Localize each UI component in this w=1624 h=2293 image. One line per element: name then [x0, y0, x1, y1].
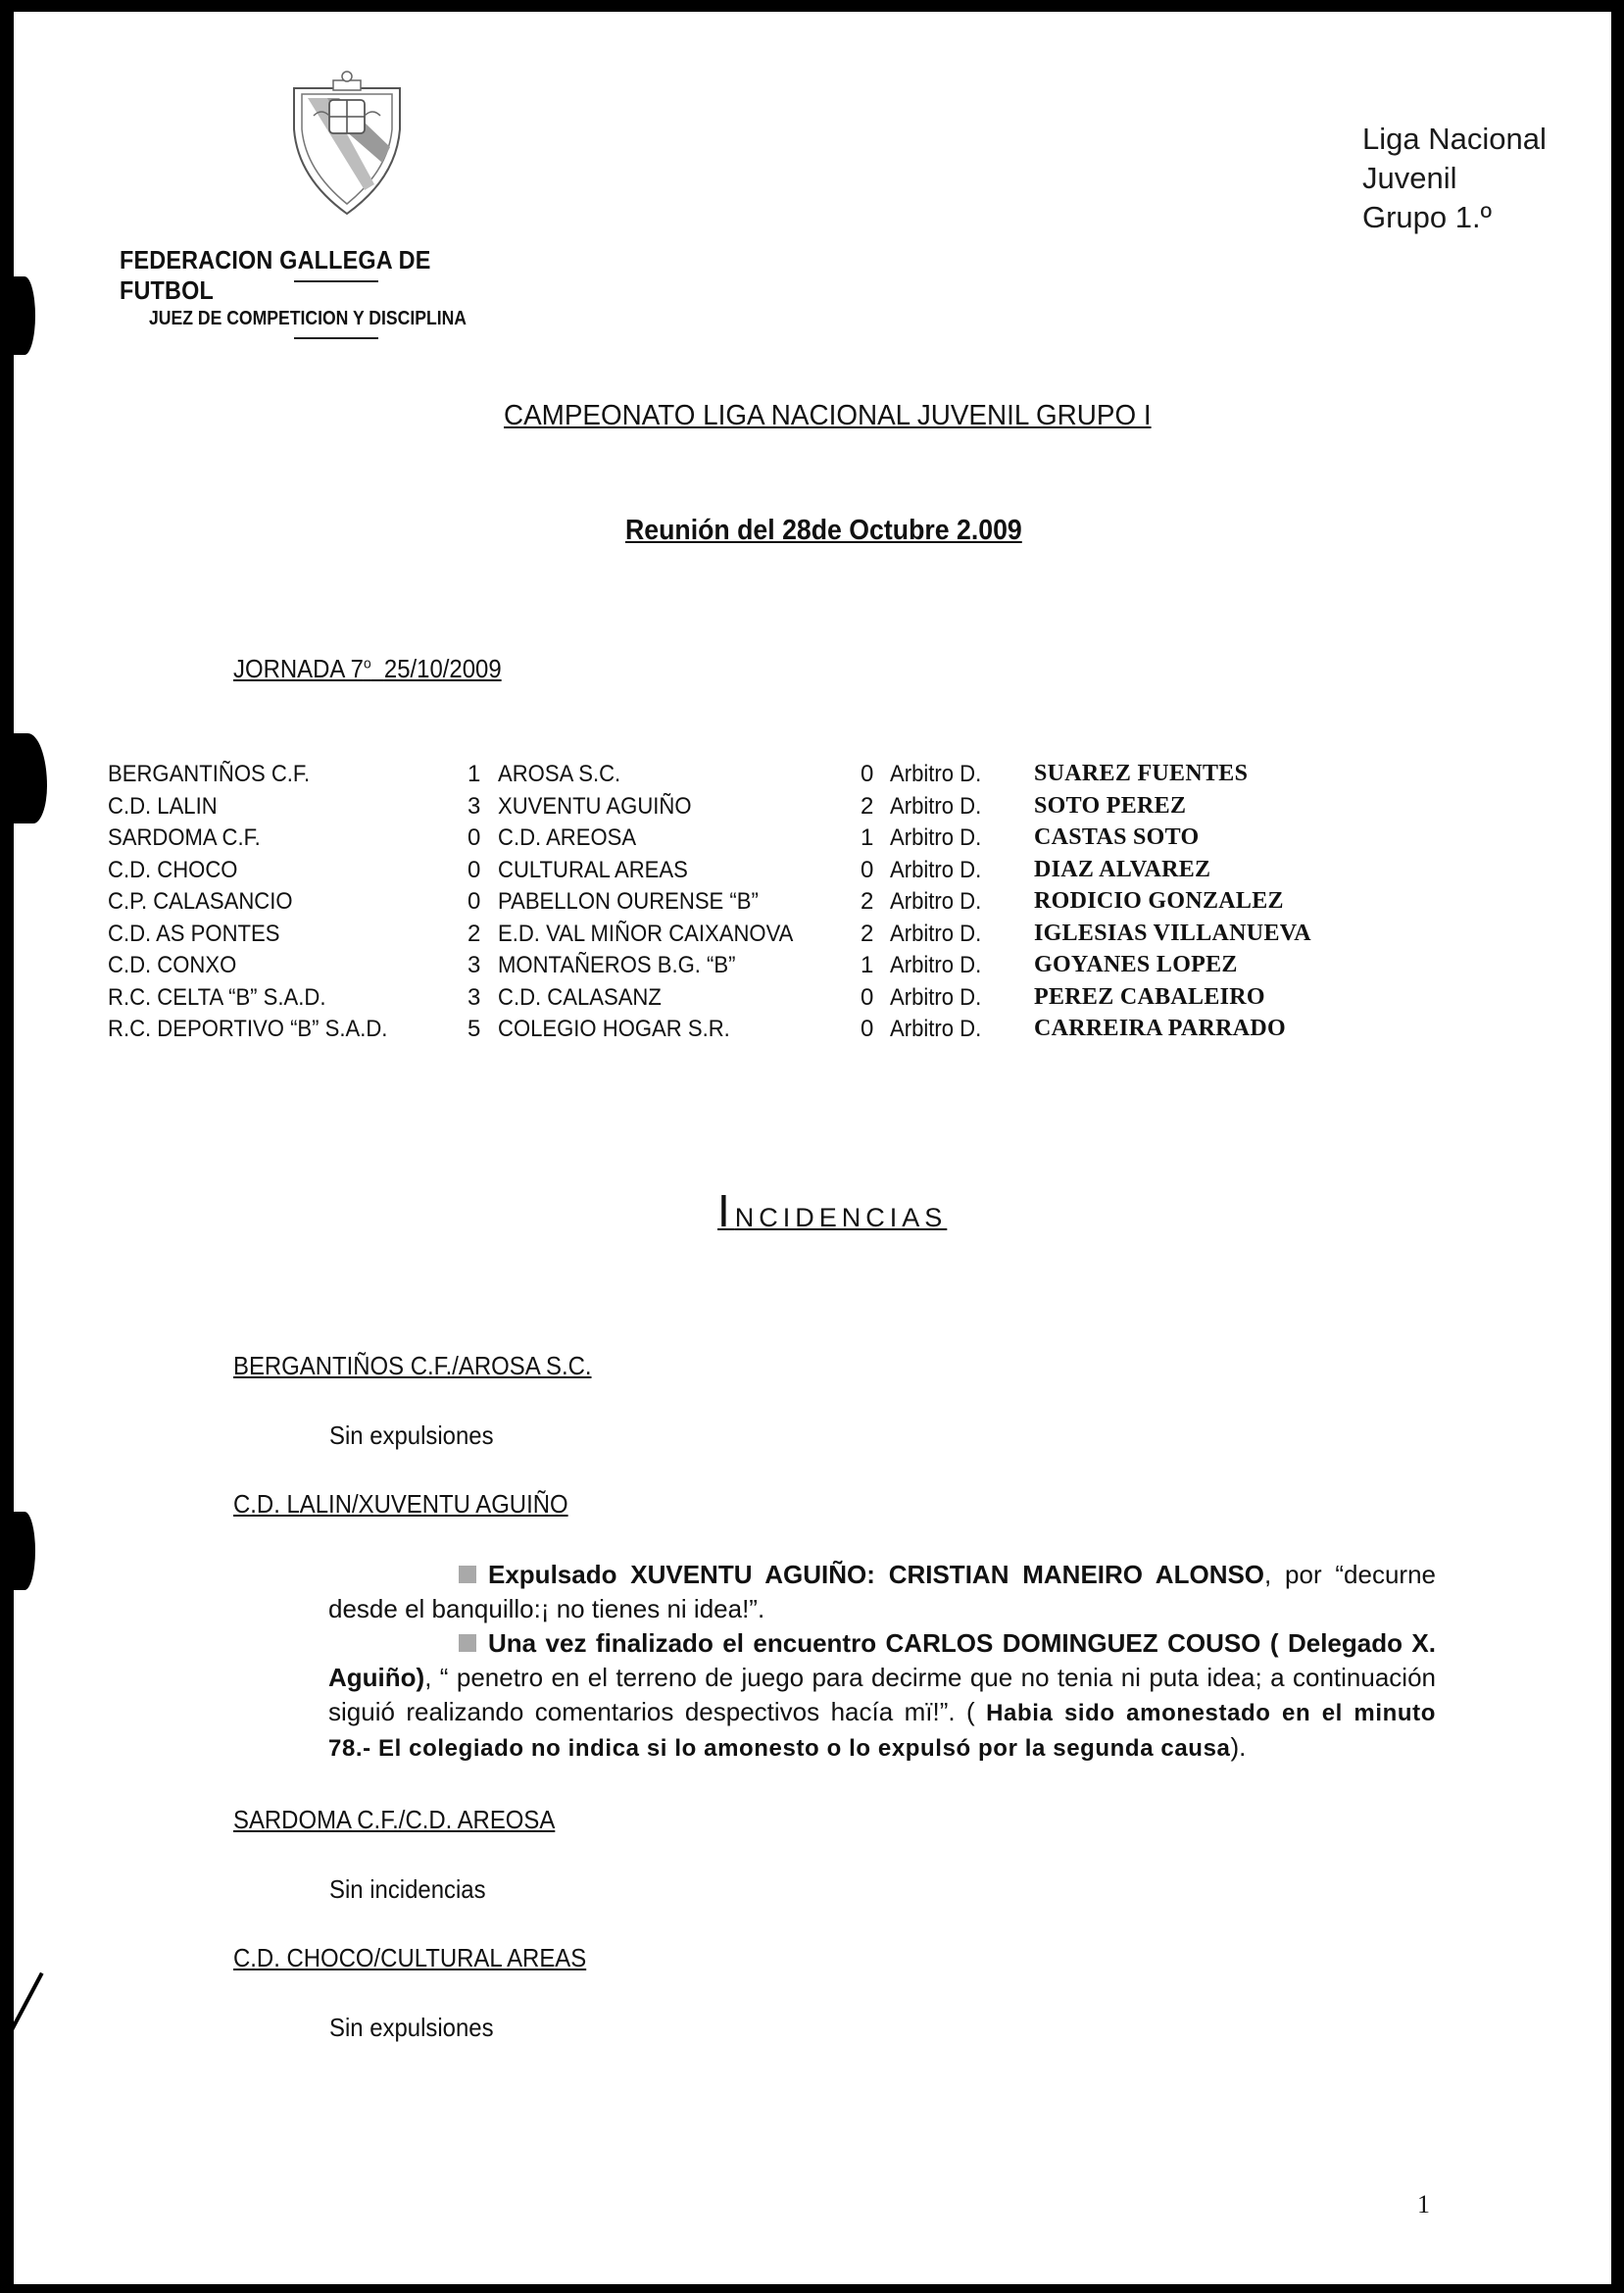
away-score: 2: [861, 792, 874, 820]
meeting-date: Reunión del 28de Octubre 2.009: [625, 515, 1022, 546]
referee-name: IGLESIAS VILLANUEVA: [1034, 920, 1311, 946]
home-team: C.D. CONXO: [108, 952, 237, 978]
referee-label: Arbitro D.: [890, 888, 982, 915]
home-team: SARDOMA C.F.: [108, 824, 261, 851]
scan-mark-4: [14, 1972, 44, 2044]
referee-name: PEREZ CABALEIRO: [1034, 983, 1265, 1010]
away-score: 0: [861, 1016, 874, 1042]
league-block: [1362, 120, 1547, 237]
referee-label: Arbitro D.: [890, 920, 982, 947]
home-team: C.D. CHOCO: [108, 856, 238, 883]
referee-name: GOYANES LOPEZ: [1034, 952, 1238, 977]
incident-2-end: ).: [1230, 1732, 1247, 1762]
scan-mark-2: [14, 733, 47, 823]
league-line-2: Juvenil: [1362, 161, 1457, 195]
referee-label: Arbitro D.: [890, 952, 982, 978]
away-score: 0: [861, 856, 874, 883]
away-team: COLEGIO HOGAR S.R.: [498, 1016, 730, 1042]
home-score: 0: [468, 824, 481, 851]
away-team: E.D. VAL MIÑOR CAIXANOVA: [498, 920, 794, 947]
page-number: 1: [1417, 2190, 1430, 2218]
section-title-sardoma-areosa: SARDOMA C.F./C.D. AREOSA: [233, 1805, 556, 1834]
home-score: 3: [468, 983, 481, 1011]
home-team: R.C. DEPORTIVO “B” S.A.D.: [108, 1016, 388, 1042]
league-line-1: Liga Nacional: [1362, 122, 1547, 156]
away-team: C.D. AREOSA: [498, 824, 637, 851]
away-team: AROSA S.C.: [498, 761, 621, 787]
square-bullet-icon: [459, 1566, 476, 1583]
referee-label: Arbitro D.: [890, 983, 982, 1011]
home-score: 3: [468, 792, 481, 820]
section-title-bergantinos-arosa: BERGANTIÑOS C.F./AROSA S.C.: [233, 1351, 592, 1380]
referee-name: SUAREZ FUENTES: [1034, 761, 1249, 786]
championship-title: CAMPEONATO LIGA NACIONAL JUVENIL GRUPO I: [504, 400, 1152, 431]
away-score: 2: [861, 888, 874, 915]
scan-mark-1: [14, 276, 35, 355]
incidencias-heading: [717, 1184, 947, 1237]
referee-name: CARREIRA PARRADO: [1034, 1016, 1287, 1041]
home-score: 1: [468, 761, 481, 787]
judge-title: JUEZ DE COMPETICION Y DISCIPLINA: [149, 308, 468, 329]
referee-name: DIAZ ALVAREZ: [1034, 856, 1211, 882]
home-score: 0: [468, 856, 481, 883]
referee-name: RODICIO GONZALEZ: [1034, 888, 1284, 914]
federation-name: FEDERACION GALLEGA DE FUTBOL: [120, 245, 431, 305]
incident-paragraph-2: [328, 1626, 1436, 1766]
referee-label: Arbitro D.: [890, 792, 982, 820]
square-bullet-icon: [459, 1634, 476, 1652]
away-team: PABELLON OURENSE “B”: [498, 888, 759, 915]
away-score: 1: [861, 824, 874, 851]
away-score: 2: [861, 920, 874, 947]
away-score: 0: [861, 983, 874, 1011]
incident-2-note: Habia sido amonestado en el minuto 78.- El colegiado no indica si lo amonesto o lo expulsó por la segunda causa: [328, 1700, 1436, 1762]
section-text-sardoma-areosa: Sin incidencias: [329, 1874, 486, 1904]
home-team: C.D. AS PONTES: [108, 920, 280, 947]
referee-label: Arbitro D.: [890, 1016, 982, 1042]
document-page: [14, 12, 1611, 2284]
jornada-ordinal: o: [363, 655, 371, 673]
home-score: 0: [468, 888, 481, 915]
home-team: R.C. CELTA “B” S.A.D.: [108, 983, 326, 1011]
home-score: 2: [468, 920, 481, 947]
home-team: BERGANTIÑOS C.F.: [108, 761, 311, 787]
section-title-choco-areas: C.D. CHOCO/CULTURAL AREAS: [233, 1943, 587, 1972]
referee-name: CASTAS SOTO: [1034, 824, 1200, 850]
home-score: 5: [468, 1016, 481, 1042]
league-line-3: Grupo 1.º: [1362, 200, 1492, 234]
away-team: XUVENTU AGUIÑO: [498, 792, 692, 820]
away-team: CULTURAL AREAS: [498, 856, 688, 883]
referee-label: Arbitro D.: [890, 856, 982, 883]
away-score: 1: [861, 952, 874, 978]
incident-1-text: , por “decurne desde el banquillo:¡ no tienes ni idea!”.: [328, 1560, 1436, 1623]
away-score: 0: [861, 761, 874, 787]
header-rule-1: [294, 280, 378, 282]
away-team: C.D. CALASANZ: [498, 983, 662, 1011]
section-text-bergantinos-arosa: Sin expulsiones: [329, 1421, 494, 1450]
referee-name: SOTO PEREZ: [1034, 792, 1187, 819]
home-team: C.P. CALASANCIO: [108, 888, 293, 915]
incidencias-initial: I: [717, 1185, 735, 1236]
jornada-date: 25/10/2009: [383, 654, 502, 683]
home-score: 3: [468, 952, 481, 978]
incident-2-text: , “ penetro en el terreno de juego para decirme que no tenia ni puta idea; a continuación siguió realizando comentarios despectivos hacía mï!”. (: [328, 1663, 1436, 1726]
incident-1-bold: Expulsado XUVENTU AGUIÑO: CRISTIAN MANEIRO ALONSO: [488, 1560, 1265, 1589]
away-team: MONTAÑEROS B.G. “B”: [498, 952, 736, 978]
incident-2-bold: Una vez finalizado el encuentro CARLOS DOMINGUEZ COUSO ( Delegado X. Aguiño): [328, 1628, 1436, 1692]
section-text-choco-areas: Sin expulsiones: [329, 2013, 494, 2042]
section-title-lalin-xuventu: C.D. LALIN/XUVENTU AGUIÑO: [233, 1489, 568, 1519]
incidencias-rest: NCIDENCIAS: [734, 1203, 948, 1232]
scan-mark-3: [14, 1512, 35, 1590]
referee-label: Arbitro D.: [890, 824, 982, 851]
incident-paragraph-1: [328, 1558, 1436, 1626]
federation-crest-logo: [288, 69, 406, 218]
jornada-heading: [233, 654, 502, 684]
referee-label: Arbitro D.: [890, 761, 982, 787]
home-team: C.D. LALIN: [108, 792, 218, 820]
jornada-label: JORNADA 7: [233, 654, 364, 683]
header-rule-2: [294, 337, 378, 339]
